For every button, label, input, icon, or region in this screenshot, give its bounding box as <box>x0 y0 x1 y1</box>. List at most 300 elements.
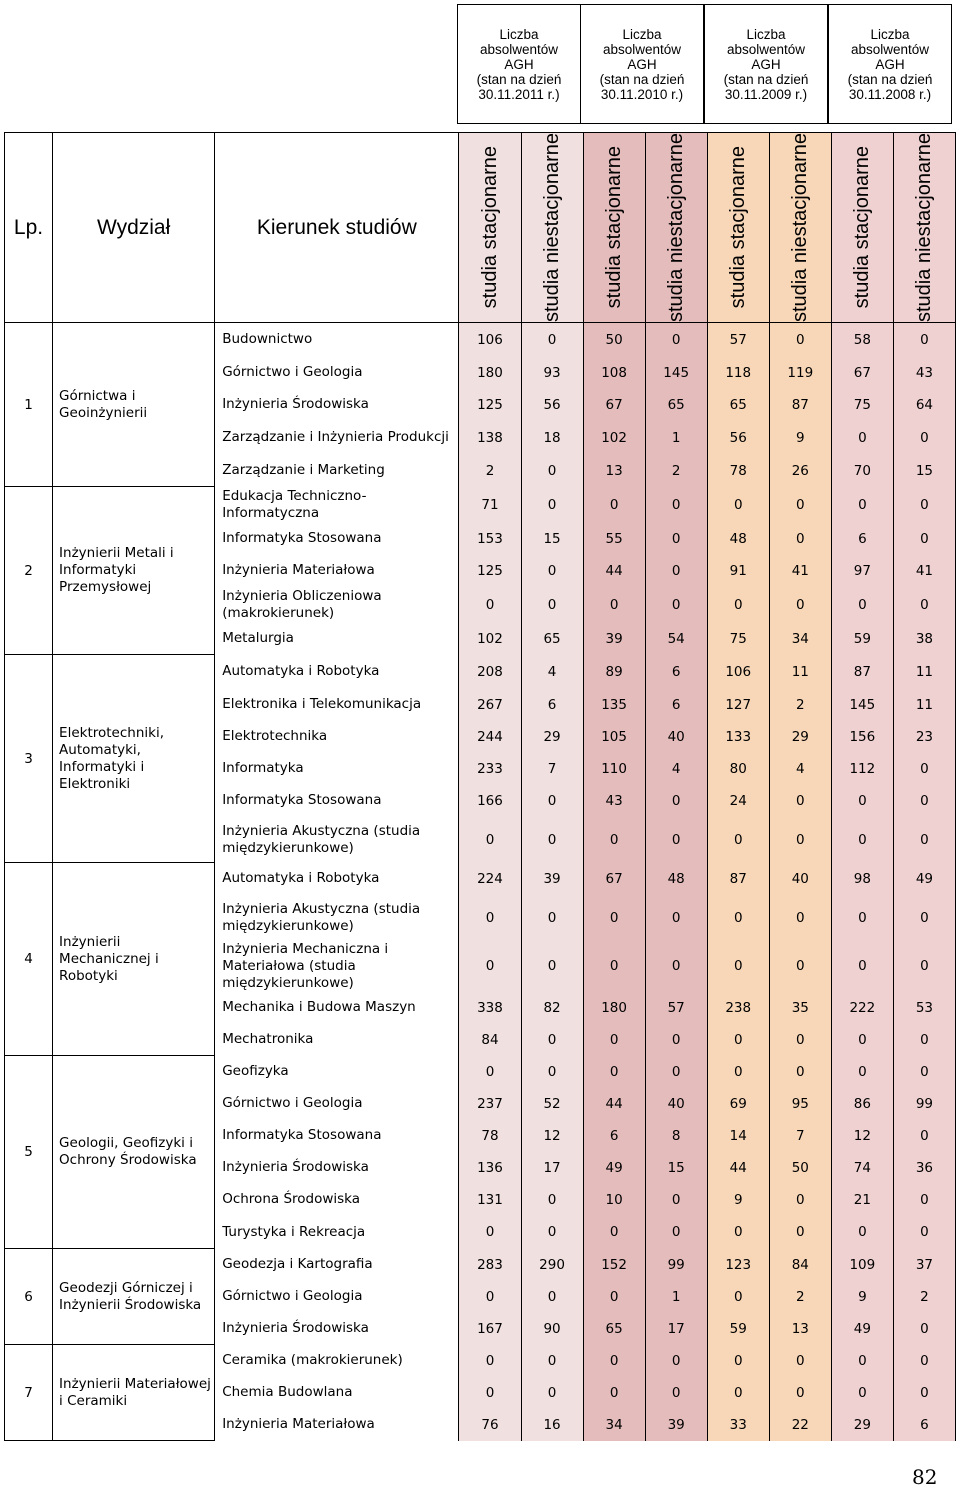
graduates-count: 290 <box>521 1249 583 1281</box>
graduates-count: 0 <box>459 1345 521 1377</box>
graduates-count: 233 <box>459 753 521 785</box>
header-study-type-label: studia niestacjonarne <box>789 133 812 323</box>
field-of-study: Metalurgia <box>215 623 459 655</box>
graduates-count: 0 <box>521 1281 583 1313</box>
graduates-count: 125 <box>459 389 521 421</box>
graduates-count: 0 <box>521 555 583 587</box>
field-of-study: Informatyka <box>215 753 459 785</box>
graduates-count: 10 <box>583 1184 645 1216</box>
graduates-count: 0 <box>831 1216 893 1249</box>
graduates-count: 76 <box>459 1409 521 1441</box>
graduates-count: 0 <box>583 1024 645 1056</box>
faculty-name: Inżynierii Materiałowej i Ceramiki <box>53 1345 215 1441</box>
graduates-count: 65 <box>645 389 707 421</box>
graduates-count: 49 <box>583 1152 645 1184</box>
graduates-count: 50 <box>769 1152 831 1184</box>
header-study-type-label: studia niestacjonarne <box>913 133 936 323</box>
year-header-line: 30.11.2011 r.) <box>478 86 560 102</box>
graduates-count: 0 <box>893 421 955 455</box>
graduates-count: 0 <box>707 587 769 623</box>
graduates-count: 108 <box>583 357 645 389</box>
graduates-table <box>4 132 956 1441</box>
graduates-count: 0 <box>645 1345 707 1377</box>
graduates-count: 0 <box>645 1216 707 1249</box>
year-header-line: absolwentów <box>726 41 806 57</box>
graduates-count: 0 <box>893 1313 955 1345</box>
graduates-count: 43 <box>583 785 645 817</box>
graduates-count: 39 <box>645 1409 707 1441</box>
graduates-count: 0 <box>893 1120 955 1152</box>
graduates-count: 91 <box>707 555 769 587</box>
graduates-count: 56 <box>707 421 769 455</box>
graduates-count: 13 <box>583 455 645 487</box>
graduates-count: 0 <box>707 1216 769 1249</box>
graduates-count: 0 <box>521 323 583 357</box>
graduates-count: 0 <box>893 1056 955 1088</box>
graduates-count: 69 <box>707 1088 769 1120</box>
table-row <box>5 487 956 523</box>
graduates-count: 238 <box>707 992 769 1024</box>
field-of-study: Informatyka Stosowana <box>215 785 459 817</box>
header-kierunek: Kierunek studiów <box>215 133 459 323</box>
field-of-study: Inżynieria Akustyczna (studia międzykierunkowe) <box>215 817 459 863</box>
graduates-count: 0 <box>459 587 521 623</box>
header-study-type <box>645 133 707 323</box>
graduates-count: 0 <box>893 753 955 785</box>
graduates-count: 0 <box>831 895 893 941</box>
graduates-count: 39 <box>521 863 583 895</box>
graduates-count: 0 <box>893 1216 955 1249</box>
graduates-count: 40 <box>645 721 707 753</box>
field-of-study: Geofizyka <box>215 1056 459 1088</box>
graduates-count: 0 <box>583 817 645 863</box>
field-of-study: Górnictwo i Geologia <box>215 1088 459 1120</box>
faculty-number: 7 <box>5 1345 53 1441</box>
graduates-count: 0 <box>459 1056 521 1088</box>
graduates-count: 0 <box>645 1377 707 1409</box>
graduates-count: 15 <box>521 523 583 555</box>
graduates-count: 89 <box>583 655 645 689</box>
graduates-count: 9 <box>707 1184 769 1216</box>
graduates-count: 0 <box>645 487 707 523</box>
graduates-count: 12 <box>831 1120 893 1152</box>
graduates-count: 84 <box>769 1249 831 1281</box>
graduates-count: 8 <box>645 1120 707 1152</box>
graduates-count: 112 <box>831 753 893 785</box>
graduates-count: 41 <box>893 555 955 587</box>
faculty-name: Inżynierii Metali i Informatyki Przemysłowej <box>53 487 215 655</box>
graduates-count: 0 <box>831 421 893 455</box>
year-header-line: Liczba <box>499 26 539 42</box>
field-of-study: Górnictwo i Geologia <box>215 1281 459 1313</box>
graduates-count: 0 <box>769 785 831 817</box>
header-study-type-label: studia stacjonarne <box>478 146 501 309</box>
year-header-line: 30.11.2009 r.) <box>724 86 808 102</box>
graduates-count: 11 <box>769 655 831 689</box>
graduates-count: 0 <box>707 1281 769 1313</box>
header-study-type <box>769 133 831 323</box>
graduates-count: 0 <box>583 941 645 992</box>
graduates-count: 0 <box>645 1024 707 1056</box>
graduates-count: 17 <box>645 1313 707 1345</box>
graduates-count: 0 <box>831 587 893 623</box>
year-header-line: Liczba <box>746 26 786 42</box>
graduates-count: 0 <box>645 323 707 357</box>
graduates-count: 55 <box>583 523 645 555</box>
graduates-count: 0 <box>893 785 955 817</box>
graduates-count: 59 <box>707 1313 769 1345</box>
graduates-count: 33 <box>707 1409 769 1441</box>
field-of-study: Automatyka i Robotyka <box>215 655 459 689</box>
field-of-study: Inżynieria Materiałowa <box>215 1409 459 1441</box>
header-wydzial: Wydział <box>53 133 215 323</box>
graduates-count: 156 <box>831 721 893 753</box>
graduates-count: 0 <box>769 1184 831 1216</box>
graduates-count: 0 <box>521 1056 583 1088</box>
graduates-count: 95 <box>769 1088 831 1120</box>
header-study-type-label: studia stacjonarne <box>727 146 750 309</box>
graduates-count: 64 <box>893 389 955 421</box>
faculty-number: 4 <box>5 863 53 1056</box>
graduates-count: 53 <box>893 992 955 1024</box>
graduates-count: 49 <box>831 1313 893 1345</box>
graduates-count: 7 <box>521 753 583 785</box>
graduates-count: 4 <box>645 753 707 785</box>
graduates-count: 0 <box>769 817 831 863</box>
header-study-type-label: studia stacjonarne <box>603 146 626 309</box>
graduates-count: 78 <box>459 1120 521 1152</box>
graduates-count: 0 <box>769 941 831 992</box>
graduates-count: 40 <box>769 863 831 895</box>
graduates-count: 99 <box>645 1249 707 1281</box>
graduates-count: 48 <box>707 523 769 555</box>
graduates-count: 135 <box>583 689 645 721</box>
graduates-count: 52 <box>521 1088 583 1120</box>
header-study-type-label: studia niestacjonarne <box>665 133 688 323</box>
graduates-count: 0 <box>769 487 831 523</box>
graduates-count: 29 <box>831 1409 893 1441</box>
graduates-count: 0 <box>521 455 583 487</box>
graduates-count: 65 <box>707 389 769 421</box>
graduates-count: 6 <box>521 689 583 721</box>
field-of-study: Zarządzanie i Inżynieria Produkcji <box>215 421 459 455</box>
graduates-count: 0 <box>893 1345 955 1377</box>
year-header-line: absolwentów <box>850 41 930 57</box>
graduates-count: 222 <box>831 992 893 1024</box>
graduates-count: 7 <box>769 1120 831 1152</box>
graduates-count: 123 <box>707 1249 769 1281</box>
graduates-count: 109 <box>831 1249 893 1281</box>
header-study-type <box>707 133 769 323</box>
table-row <box>5 1345 956 1377</box>
year-header-line: AGH <box>875 56 905 72</box>
year-header-line: (stan na dzień <box>847 71 933 87</box>
field-of-study: Mechatronika <box>215 1024 459 1056</box>
table-row <box>5 1056 956 1088</box>
graduates-count: 36 <box>893 1152 955 1184</box>
graduates-count: 0 <box>645 895 707 941</box>
graduates-count: 0 <box>769 587 831 623</box>
graduates-count: 0 <box>645 523 707 555</box>
graduates-count: 56 <box>521 389 583 421</box>
graduates-count: 102 <box>583 421 645 455</box>
graduates-count: 0 <box>459 1377 521 1409</box>
graduates-count: 6 <box>893 1409 955 1441</box>
graduates-count: 0 <box>769 1024 831 1056</box>
graduates-count: 97 <box>831 555 893 587</box>
graduates-count: 6 <box>645 655 707 689</box>
graduates-count: 14 <box>707 1120 769 1152</box>
field-of-study: Zarządzanie i Marketing <box>215 455 459 487</box>
graduates-count: 84 <box>459 1024 521 1056</box>
table-row <box>5 323 956 357</box>
field-of-study: Ceramika (makrokierunek) <box>215 1345 459 1377</box>
graduates-count: 237 <box>459 1088 521 1120</box>
year-header-line: 30.11.2008 r.) <box>848 86 932 102</box>
year-header-3 <box>704 4 828 124</box>
graduates-count: 44 <box>707 1152 769 1184</box>
graduates-count: 0 <box>769 1377 831 1409</box>
graduates-count: 0 <box>521 895 583 941</box>
graduates-count: 6 <box>645 689 707 721</box>
graduates-count: 0 <box>893 895 955 941</box>
graduates-count: 153 <box>459 523 521 555</box>
graduates-count: 48 <box>645 863 707 895</box>
graduates-count: 127 <box>707 689 769 721</box>
graduates-count: 15 <box>893 455 955 487</box>
graduates-count: 0 <box>521 1184 583 1216</box>
faculty-name: Geologii, Geofizyki i Ochrony Środowiska <box>53 1056 215 1249</box>
year-header-1 <box>457 4 581 124</box>
faculty-number: 2 <box>5 487 53 655</box>
graduates-count: 0 <box>831 487 893 523</box>
field-of-study: Elektronika i Telekomunikacja <box>215 689 459 721</box>
graduates-count: 0 <box>893 1377 955 1409</box>
graduates-count: 49 <box>893 863 955 895</box>
graduates-count: 0 <box>583 1345 645 1377</box>
graduates-count: 0 <box>707 487 769 523</box>
graduates-count: 0 <box>707 895 769 941</box>
graduates-count: 58 <box>831 323 893 357</box>
graduates-count: 0 <box>831 1024 893 1056</box>
graduates-count: 35 <box>769 992 831 1024</box>
field-of-study: Inżynieria Środowiska <box>215 389 459 421</box>
graduates-count: 0 <box>521 587 583 623</box>
graduates-count: 75 <box>707 623 769 655</box>
graduates-count: 2 <box>645 455 707 487</box>
graduates-count: 37 <box>893 1249 955 1281</box>
graduates-count: 6 <box>831 523 893 555</box>
graduates-count: 2 <box>769 1281 831 1313</box>
graduates-count: 0 <box>769 1056 831 1088</box>
graduates-count: 50 <box>583 323 645 357</box>
graduates-count: 0 <box>831 1056 893 1088</box>
graduates-count: 0 <box>583 487 645 523</box>
faculty-name: Górnictwa i Geoinżynierii <box>53 323 215 487</box>
graduates-count: 145 <box>831 689 893 721</box>
header-lp: Lp. <box>5 133 53 323</box>
header-study-type-label: studia niestacjonarne <box>541 133 564 323</box>
graduates-count: 80 <box>707 753 769 785</box>
graduates-count: 78 <box>707 455 769 487</box>
graduates-count: 224 <box>459 863 521 895</box>
graduates-count: 0 <box>583 895 645 941</box>
year-header-line: (stan na dzień <box>599 71 685 87</box>
page-number: 82 <box>912 1465 938 1489</box>
field-of-study: Budownictwo <box>215 323 459 357</box>
graduates-count: 0 <box>831 1377 893 1409</box>
graduates-count: 0 <box>645 555 707 587</box>
graduates-count: 21 <box>831 1184 893 1216</box>
graduates-count: 0 <box>893 1184 955 1216</box>
faculty-number: 6 <box>5 1249 53 1345</box>
graduates-count: 0 <box>521 1345 583 1377</box>
field-of-study: Edukacja Techniczno-Informatyczna <box>215 487 459 523</box>
graduates-count: 0 <box>769 323 831 357</box>
graduates-count: 13 <box>769 1313 831 1345</box>
graduates-count: 180 <box>583 992 645 1024</box>
graduates-count: 0 <box>645 587 707 623</box>
graduates-count: 70 <box>831 455 893 487</box>
graduates-count: 0 <box>769 895 831 941</box>
graduates-count: 106 <box>707 655 769 689</box>
field-of-study: Górnictwo i Geologia <box>215 357 459 389</box>
graduates-count: 0 <box>645 1184 707 1216</box>
field-of-study: Inżynieria Obliczeniowa (makrokierunek) <box>215 587 459 623</box>
graduates-count: 38 <box>893 623 955 655</box>
graduates-count: 167 <box>459 1313 521 1345</box>
graduates-count: 0 <box>893 523 955 555</box>
faculty-name: Inżynierii Mechanicznej i Robotyki <box>53 863 215 1056</box>
graduates-count: 0 <box>893 817 955 863</box>
field-of-study: Inżynieria Środowiska <box>215 1313 459 1345</box>
graduates-count: 12 <box>521 1120 583 1152</box>
graduates-count: 87 <box>831 655 893 689</box>
graduates-count: 44 <box>583 1088 645 1120</box>
graduates-count: 0 <box>521 1216 583 1249</box>
graduates-count: 4 <box>521 655 583 689</box>
graduates-count: 26 <box>769 455 831 487</box>
graduates-count: 0 <box>769 1345 831 1377</box>
year-header-line: AGH <box>504 56 534 72</box>
graduates-count: 0 <box>893 941 955 992</box>
graduates-count: 0 <box>583 587 645 623</box>
graduates-count: 0 <box>707 1056 769 1088</box>
graduates-count: 166 <box>459 785 521 817</box>
graduates-count: 1 <box>645 1281 707 1313</box>
graduates-count: 110 <box>583 753 645 785</box>
graduates-count: 40 <box>645 1088 707 1120</box>
table-header-row <box>5 133 956 323</box>
graduates-count: 0 <box>459 1216 521 1249</box>
graduates-count: 0 <box>459 941 521 992</box>
year-header-2 <box>580 4 704 124</box>
graduates-count: 0 <box>831 785 893 817</box>
graduates-count: 74 <box>831 1152 893 1184</box>
graduates-count: 87 <box>707 863 769 895</box>
graduates-count: 9 <box>831 1281 893 1313</box>
graduates-count: 43 <box>893 357 955 389</box>
graduates-count: 118 <box>707 357 769 389</box>
graduates-count: 0 <box>459 1281 521 1313</box>
header-study-type <box>521 133 583 323</box>
field-of-study: Inżynieria Materiałowa <box>215 555 459 587</box>
field-of-study: Inżynieria Akustyczna (studia międzykierunkowe) <box>215 895 459 941</box>
graduates-count: 136 <box>459 1152 521 1184</box>
faculty-number: 1 <box>5 323 53 487</box>
graduates-count: 29 <box>769 721 831 753</box>
graduates-count: 102 <box>459 623 521 655</box>
graduates-count: 0 <box>831 1345 893 1377</box>
faculty-number: 3 <box>5 655 53 863</box>
graduates-count: 0 <box>645 817 707 863</box>
graduates-count: 0 <box>707 817 769 863</box>
year-header-line: absolwentów <box>479 41 559 57</box>
graduates-count: 86 <box>831 1088 893 1120</box>
graduates-count: 0 <box>583 1377 645 1409</box>
graduates-count: 0 <box>583 1281 645 1313</box>
field-of-study: Mechanika i Budowa Maszyn <box>215 992 459 1024</box>
graduates-count: 57 <box>707 323 769 357</box>
graduates-count: 6 <box>583 1120 645 1152</box>
field-of-study: Geodezja i Kartografia <box>215 1249 459 1281</box>
graduates-count: 106 <box>459 323 521 357</box>
year-header-line: absolwentów <box>602 41 682 57</box>
graduates-count: 57 <box>645 992 707 1024</box>
table-row <box>5 863 956 895</box>
graduates-count: 2 <box>459 455 521 487</box>
faculty-number: 5 <box>5 1056 53 1249</box>
graduates-count: 67 <box>831 357 893 389</box>
header-study-type <box>893 133 955 323</box>
graduates-count: 67 <box>583 863 645 895</box>
graduates-count: 0 <box>521 941 583 992</box>
graduates-count: 0 <box>769 1216 831 1249</box>
graduates-count: 87 <box>769 389 831 421</box>
year-header-line: AGH <box>627 56 657 72</box>
graduates-count: 98 <box>831 863 893 895</box>
graduates-count: 65 <box>521 623 583 655</box>
graduates-count: 138 <box>459 421 521 455</box>
graduates-count: 0 <box>521 1024 583 1056</box>
graduates-count: 145 <box>645 357 707 389</box>
graduates-count: 0 <box>645 785 707 817</box>
graduates-count: 11 <box>893 689 955 721</box>
graduates-count: 0 <box>707 1377 769 1409</box>
field-of-study: Elektrotechnika <box>215 721 459 753</box>
graduates-count: 9 <box>769 421 831 455</box>
graduates-count: 152 <box>583 1249 645 1281</box>
graduates-count: 67 <box>583 389 645 421</box>
graduates-count: 0 <box>769 523 831 555</box>
graduates-count: 65 <box>583 1313 645 1345</box>
graduates-count: 0 <box>521 817 583 863</box>
graduates-count: 0 <box>707 1024 769 1056</box>
graduates-count: 0 <box>645 1056 707 1088</box>
header-study-type-label: studia stacjonarne <box>851 146 874 309</box>
graduates-count: 99 <box>893 1088 955 1120</box>
graduates-count: 22 <box>769 1409 831 1441</box>
graduates-count: 0 <box>459 817 521 863</box>
field-of-study: Informatyka Stosowana <box>215 523 459 555</box>
year-header-line: Liczba <box>622 26 662 42</box>
field-of-study: Inżynieria Środowiska <box>215 1152 459 1184</box>
graduates-count: 131 <box>459 1184 521 1216</box>
year-header-line: 30.11.2010 r.) <box>600 86 684 102</box>
table-row <box>5 1249 956 1281</box>
faculty-name: Geodezji Górniczej i Inżynierii Środowiska <box>53 1249 215 1345</box>
graduates-count: 34 <box>769 623 831 655</box>
